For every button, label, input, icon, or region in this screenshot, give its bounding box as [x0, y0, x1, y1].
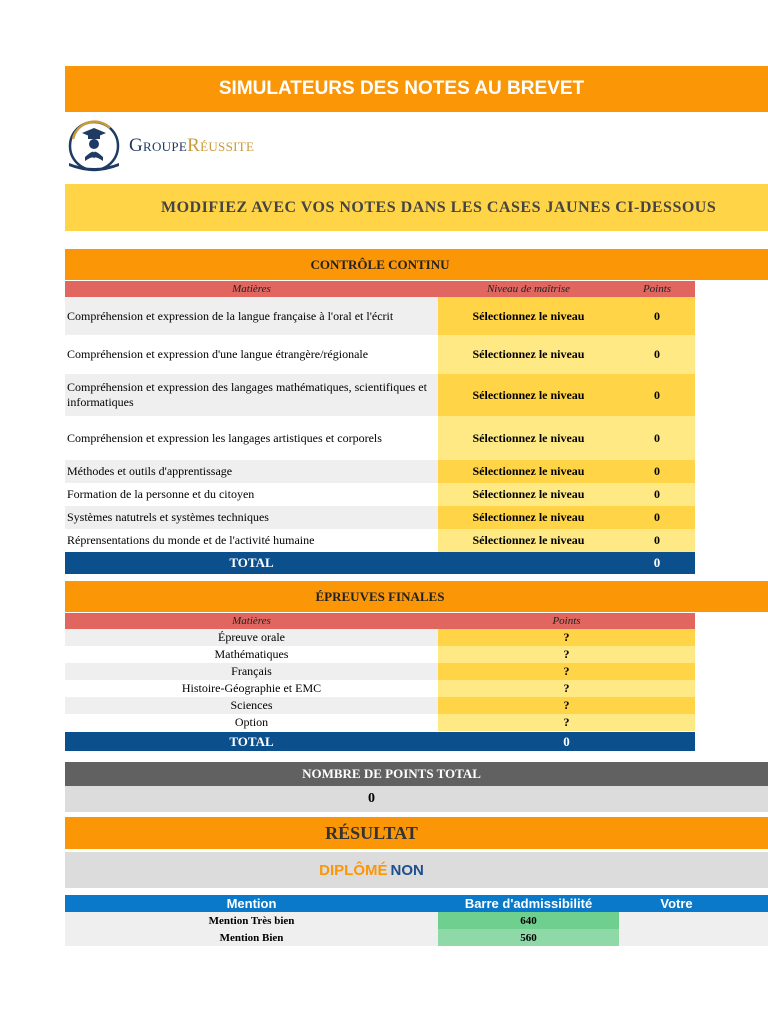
diplome-label: DIPLÔMÉ — [319, 861, 388, 879]
table-row — [65, 912, 768, 929]
diplome-value: NON — [390, 861, 424, 879]
instruction-text: MODIFIEZ AVEC VOS NOTES DANS LES CASES JAUNES CI-DESSOUS — [161, 198, 717, 216]
mention-column-headers — [65, 895, 768, 912]
total-label: TOTAL — [229, 733, 274, 749]
matiere-cell: Formation de la personne et du citoyen — [65, 483, 438, 506]
points-input[interactable]: ? — [438, 680, 695, 697]
matiere-cell: Réprensentations du monde et de l'activité humaine — [65, 529, 438, 552]
instruction-banner — [65, 184, 768, 231]
epreuves-total-row — [65, 732, 695, 751]
table-row — [65, 697, 695, 714]
col-points: Points — [552, 615, 581, 627]
total-label: TOTAL — [229, 555, 274, 570]
logo — [65, 118, 254, 174]
table-row — [65, 929, 768, 946]
niveau-select[interactable]: Sélectionnez le niveau — [438, 416, 619, 460]
points-cell: 0 — [619, 460, 695, 483]
col-votre: Votre — [660, 896, 693, 911]
points-input[interactable]: ? — [438, 663, 695, 680]
total-value: 0 — [563, 733, 570, 749]
nombre-points-number: 0 — [368, 791, 375, 806]
points-input[interactable]: ? — [438, 629, 695, 646]
niveau-select[interactable]: Sélectionnez le niveau — [438, 506, 619, 529]
mention-cell: Mention Très bien — [65, 912, 438, 929]
matiere-cell: Compréhension et expression les langages artistiques et corporels — [65, 416, 438, 460]
nombre-points-title: NOMBRE DE POINTS TOTAL — [302, 766, 481, 781]
diplome-status — [65, 852, 768, 888]
votre-cell — [619, 912, 768, 929]
col-matieres: Matières — [232, 615, 271, 627]
table-row — [65, 460, 695, 483]
barre-cell: 560 — [438, 929, 619, 946]
matiere-cell: Histoire-Géographie et EMC — [65, 680, 438, 697]
table-row — [65, 506, 695, 529]
matiere-cell: Systèmes natutrels et systèmes techniques — [65, 506, 438, 529]
resultat-header — [65, 817, 768, 849]
epreuves-finales-header — [65, 581, 768, 612]
points-cell: 0 — [619, 529, 695, 552]
table-row — [65, 663, 695, 680]
col-matieres: Matières — [232, 283, 271, 295]
table-row — [65, 529, 695, 552]
table-row — [65, 714, 695, 731]
logo-text-groupe: Groupe — [129, 135, 188, 156]
table-row — [65, 680, 695, 697]
points-input[interactable]: ? — [438, 714, 695, 731]
matiere-cell: Compréhension et expression des langages mathématiques, scientifiques et informatiques — [65, 374, 438, 416]
matiere-cell: Compréhension et expression de la langue française à l'oral et l'écrit — [65, 297, 438, 335]
table-row — [65, 297, 695, 335]
niveau-select[interactable]: Sélectionnez le niveau — [438, 483, 619, 506]
graduate-reading-icon — [65, 119, 123, 173]
matiere-cell: Français — [65, 663, 438, 680]
col-niveau: Niveau de maîtrise — [486, 283, 571, 295]
matiere-cell: Compréhension et expression d'une langue étrangère/régionale — [65, 335, 438, 374]
table-row — [65, 483, 695, 506]
points-input[interactable]: ? — [438, 697, 695, 714]
controle-total-row — [65, 552, 695, 574]
controle-continu-title: CONTRÔLE CONTINU — [310, 256, 450, 272]
nombre-points-value — [65, 786, 768, 812]
niveau-select[interactable]: Sélectionnez le niveau — [438, 374, 619, 416]
page-title — [65, 66, 768, 112]
table-row — [65, 629, 695, 646]
barre-cell: 640 — [438, 912, 619, 929]
logo-text-reussite: Réussite — [187, 135, 255, 156]
table-row — [65, 335, 695, 374]
matiere-cell: Méthodes et outils d'apprentissage — [65, 460, 438, 483]
matiere-cell: Épreuve orale — [65, 629, 438, 646]
epreuves-finales-title: ÉPREUVES FINALES — [315, 588, 445, 604]
mention-cell: Mention Bien — [65, 929, 438, 946]
points-cell: 0 — [619, 374, 695, 416]
points-cell: 0 — [619, 416, 695, 460]
controle-continu-header — [65, 249, 768, 280]
total-value: 0 — [653, 555, 661, 570]
matiere-cell: Option — [65, 714, 438, 731]
niveau-select[interactable]: Sélectionnez le niveau — [438, 335, 619, 374]
controle-column-headers — [65, 281, 695, 297]
col-barre: Barre d'admissibilité — [464, 896, 593, 911]
points-cell: 0 — [619, 297, 695, 335]
epreuves-column-headers — [65, 613, 695, 629]
col-mention: Mention — [226, 896, 277, 911]
matiere-cell: Sciences — [65, 697, 438, 714]
matiere-cell: Mathématiques — [65, 646, 438, 663]
points-input[interactable]: ? — [438, 646, 695, 663]
points-cell: 0 — [619, 483, 695, 506]
niveau-select[interactable]: Sélectionnez le niveau — [438, 460, 619, 483]
nombre-points-header — [65, 762, 768, 786]
points-cell: 0 — [619, 506, 695, 529]
col-points: Points — [642, 283, 672, 295]
niveau-select[interactable]: Sélectionnez le niveau — [438, 529, 619, 552]
niveau-select[interactable]: Sélectionnez le niveau — [438, 297, 619, 335]
page-title-text: SIMULATEURS DES NOTES AU BREVET — [218, 78, 585, 99]
points-cell: 0 — [619, 335, 695, 374]
table-row — [65, 416, 695, 460]
table-row — [65, 646, 695, 663]
votre-cell — [619, 929, 768, 946]
resultat-title: RÉSULTAT — [325, 822, 418, 843]
table-row — [65, 374, 695, 416]
logo-text — [129, 135, 254, 157]
